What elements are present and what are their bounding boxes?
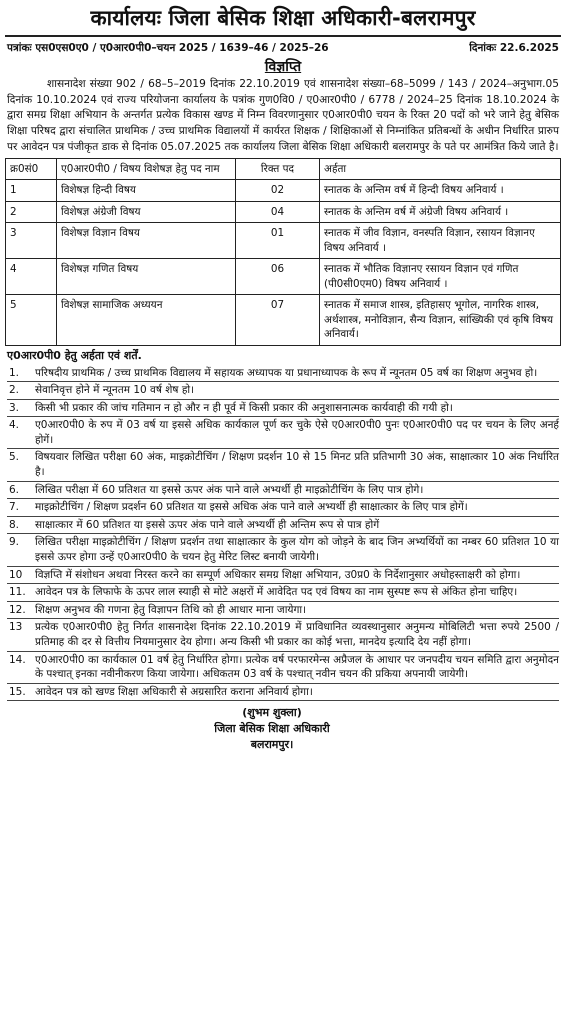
list-item bbox=[7, 567, 559, 585]
list-item bbox=[7, 584, 559, 602]
header-qualification: अर्हता bbox=[320, 158, 561, 180]
cell-post-name: विशेषज्ञ अंग्रेजी विषय bbox=[57, 201, 236, 223]
condition-number: 9. bbox=[9, 536, 20, 549]
list-item bbox=[7, 499, 559, 517]
posts-table bbox=[5, 158, 561, 346]
reference-line bbox=[5, 37, 561, 57]
condition-number: 13 bbox=[9, 621, 23, 634]
condition-number: 8. bbox=[9, 518, 20, 531]
condition-number: 11. bbox=[9, 586, 26, 599]
document-page bbox=[5, 0, 561, 753]
condition-text: ए0आर0पी0 का कार्यकाल 01 वर्ष हेतु निर्धारित होगा। प्रत्येक वर्ष परफारमेन्स अप्रैजल के आधार पर जनपदीय चयन समिति द्वारा अनुमोदन के पश्चात् इनका नवीनीकरण किया जायेगा। अधिकतम 03 वर्ष के पश्चात् नवीन चयन की प्रकिया अपनायी जायेगी। bbox=[35, 653, 559, 681]
condition-text: प्रत्येक ए0आर0पी0 हेतु निर्गत शासनादेश दिनांक 22.10.2019 में प्राविधानित व्यवस्थानुसार अनुमन्य मोबिलिटी भत्ता रुपये 2500 / प्रतिमाह की दर से वित्तीय नियमानुसार देय होगा। अन्य किसी भी प्रकार का कोई भत्ता, मानदेय इत्यादि देय नहीं होगा। bbox=[35, 621, 559, 649]
condition-text: शिक्षण अनुभव की गणना हेतु विज्ञापन तिथि को ही आधार माना जायेगा। bbox=[35, 603, 307, 616]
header-post-name: ए0आर0पी0 / विषय विशेषज्ञ हेतु पद नाम bbox=[57, 158, 236, 180]
list-item bbox=[7, 382, 559, 400]
condition-text: सेवानिवृत्त होने में न्यूनतम 10 वर्ष शेष हो। bbox=[35, 384, 195, 397]
cell-serial: 2 bbox=[6, 201, 57, 223]
condition-number: 14. bbox=[9, 653, 26, 666]
table-row bbox=[6, 223, 561, 259]
condition-text: आवेदन पत्र को खण्ड शिक्षा अधिकारी से अग्रसारित कराना अनिवार्य होगा। bbox=[35, 685, 313, 698]
cell-post-name: विशेषज्ञ गणित विषय bbox=[57, 259, 236, 295]
condition-number: 2. bbox=[9, 384, 20, 397]
condition-number: 6. bbox=[9, 483, 20, 496]
list-item bbox=[7, 482, 559, 500]
signatory-designation: जिला बेसिक शिक्षा अधिकारी bbox=[214, 722, 330, 736]
condition-number: 7. bbox=[9, 501, 20, 514]
signature-block bbox=[5, 705, 561, 753]
condition-number: 12. bbox=[9, 603, 26, 616]
condition-text: परिषदीय प्राथमिक / उच्च प्राथमिक विद्यालय में सहायक अध्यापक या प्रधानाध्यापक के रूप में न्यूनतम 05 वर्ष का शिक्षण अनुभव हो। bbox=[35, 366, 538, 379]
table-header-row bbox=[6, 158, 561, 180]
cell-vacancies: 06 bbox=[236, 259, 320, 295]
condition-text: आवेदन पत्र के लिफाफे के ऊपर लाल स्याही से मोटे अक्षरों में आवेदित पद एवं विषय का नाम सुस्पष्ट रूप से अंकित होना चाहिए। bbox=[35, 586, 518, 599]
cell-serial: 1 bbox=[6, 180, 57, 202]
list-item bbox=[7, 417, 559, 449]
letter-number: पत्रांकः एस0एस0ए0 / ए0आर0पी0–चयन 2025 / 1639–46 / 2025–26 bbox=[7, 42, 329, 54]
condition-number: 5. bbox=[9, 451, 20, 464]
list-item bbox=[7, 534, 559, 566]
cell-qualification: स्नातक में भौतिक विज्ञानए रसायन विज्ञान एवं गणित (पी0सी0एम0) विषय अनिवार्य । bbox=[320, 259, 561, 295]
list-item bbox=[7, 400, 559, 418]
intro-paragraph: शासनादेश संख्या 902 / 68–5–2019 दिनांक 22.10.2019 एवं शासनादेश संख्या–68–5099 / 143 / 2024–अनुभाग.05 दिनांक 10.10.2024 एवं राज्य परियोजना कार्यालय के पत्रांक गुण0वि0 / ए0आर0पी0 / 6778 / 2024–25 दिनांक 18.10.2024 के द्वारा समग्र शिक्षा अभियान के अन्तर्गत प्रत्येक विकास खण्ड में निम्न विवरणानुसार ए0आर0पी0 चयन के रिक्त 20 पदों को भरे जाने हेतु बेसिक शिक्षा परिषद द्वारा संचालित प्राथमिक / उच्च प्राथमिक विद्यालयों में कार्यरत शिक्षक / शिक्षिकाओं से निम्नांकित प्रतिबन्धों के अधीन निर्धारित प्रारुप पर आवेदन पत्र पंजीकृत डाक से दिनांक 05.07.2025 तक कार्यालय जिला बेसिक शिक्षा अधिकारी बलरामपुर के पते पर आमंत्रित किये जाते है। bbox=[7, 78, 559, 153]
table-row bbox=[6, 180, 561, 202]
conditions-list bbox=[5, 365, 561, 702]
condition-text: किसी भी प्रकार की जांच गतिमान न हो और न ही पूर्व में किसी प्रकार की अनुशासनात्मक कार्यवाही की गयी हो। bbox=[35, 401, 453, 414]
cell-qualification: स्नातक के अन्तिम वर्ष में हिन्दी विषय अनिवार्य । bbox=[320, 180, 561, 202]
condition-text: साक्षात्कार में 60 प्रतिशत या इससे ऊपर अंक पाने वाले अभ्यर्थी ही अन्तिम रूप से पात्र होगें bbox=[35, 518, 380, 531]
list-item bbox=[7, 652, 559, 684]
cell-post-name: विशेषज्ञ सामाजिक अध्ययन bbox=[57, 295, 236, 346]
list-item bbox=[7, 449, 559, 481]
cell-serial: 4 bbox=[6, 259, 57, 295]
cell-vacancies: 01 bbox=[236, 223, 320, 259]
list-item bbox=[7, 619, 559, 651]
signature-lines bbox=[5, 705, 539, 753]
condition-number: 1. bbox=[9, 366, 20, 379]
notice-heading: विज्ञप्ति bbox=[264, 59, 302, 75]
table-row bbox=[6, 259, 561, 295]
cell-post-name: विशेषज्ञ विज्ञान विषय bbox=[57, 223, 236, 259]
condition-number: 4. bbox=[9, 419, 20, 432]
cell-serial: 5 bbox=[6, 295, 57, 346]
table-row bbox=[6, 295, 561, 346]
cell-vacancies: 02 bbox=[236, 180, 320, 202]
conditions-heading: ए0आर0पी0 हेतु अर्हता एवं शर्तें. bbox=[7, 348, 142, 362]
condition-number: 3. bbox=[9, 401, 20, 414]
condition-text: विज्ञप्ति में संशोधन अथवा निरस्त करने का सम्पूर्ण अधिकार समग्र शिक्षा अभियान, उ0प्र0 के निर्देशानुसार अधोहस्ताक्षरी को होगा। bbox=[35, 568, 521, 581]
condition-text: ए0आर0पी0 के रुप में 03 वर्ष या इससे अधिक कार्यकाल पूर्ण कर चुके ऐसे ए0आर0पी0 पुनः ए0आर0पी0 पद पर चयन के लिए अनर्ह होगें। bbox=[35, 419, 559, 446]
condition-text: लिखित परीक्षा माइक्रोटीचिंग / शिक्षण प्रदर्शन तथा साक्षात्कार के कुल योग को जोड़ने के बाद जिन अभ्यर्थियों का नम्बर 60 प्रतिशत 10 या इससे ऊपर होगा उन्हें ए0आर0पी0 के चयन हेतु मेरिट लिस्ट बनायी जायेगी। bbox=[35, 536, 559, 564]
cell-qualification: स्नातक में जीव विज्ञान, वनस्पति विज्ञान, रसायन विज्ञानए विषय अनिवार्य । bbox=[320, 223, 561, 259]
condition-text: लिखित परीक्षा में 60 प्रतिशत या इससे ऊपर अंक पाने वाले अभ्यर्थी ही माइक्रोटीचिंग के लिए पात्र होगे। bbox=[35, 483, 424, 496]
condition-text: विषयवार लिखित परीक्षा 60 अंक, माइक्रोटीचिंग / शिक्षण प्रदर्शन 10 से 15 मिनट प्रति प्रतिभागी 30 अंक, साक्षात्कार 10 अंक निर्धारित है। bbox=[35, 451, 559, 479]
cell-serial: 3 bbox=[6, 223, 57, 259]
list-item bbox=[7, 602, 559, 620]
letter-date: दिनांकः 22.6.2025 bbox=[469, 42, 559, 54]
signatory-place: बलरामपुर। bbox=[250, 738, 294, 752]
cell-vacancies: 04 bbox=[236, 201, 320, 223]
list-item bbox=[7, 517, 559, 535]
header-serial: क्र0सं0 bbox=[6, 158, 57, 180]
cell-qualification: स्नातक के अन्तिम वर्ष में अंग्रेजी विषय अनिवार्य । bbox=[320, 201, 561, 223]
office-title: कार्यालयः जिला बेसिक शिक्षा अधिकारी-बलरामपुर bbox=[5, 3, 561, 37]
condition-number: 10 bbox=[9, 568, 23, 581]
cell-post-name: विशेषज्ञ हिन्दी विषय bbox=[57, 180, 236, 202]
cell-qualification: स्नातक में समाज शास्त्र, इतिहासए भूगोल, नागरिक शास्त्र, अर्थशास्त्र, मनोविज्ञान, सैन्य विज्ञान, सांख्यिकी एवं कृषि विषय अनिवार्य। bbox=[320, 295, 561, 346]
cell-vacancies: 07 bbox=[236, 295, 320, 346]
condition-number: 15. bbox=[9, 685, 26, 698]
header-vacancies: रिक्त पद bbox=[236, 158, 320, 180]
table-row bbox=[6, 201, 561, 223]
list-item bbox=[7, 684, 559, 702]
condition-text: माइक्रोटीचिंग / शिक्षण प्रदर्शन 60 प्रतिशत या इससे अधिक अंक पाने वाले अभ्यर्थी ही साक्षात्कार के लिए पात्र होगें। bbox=[35, 501, 468, 514]
list-item bbox=[7, 365, 559, 383]
signatory-name: (शुभम शुक्ला) bbox=[242, 706, 302, 720]
